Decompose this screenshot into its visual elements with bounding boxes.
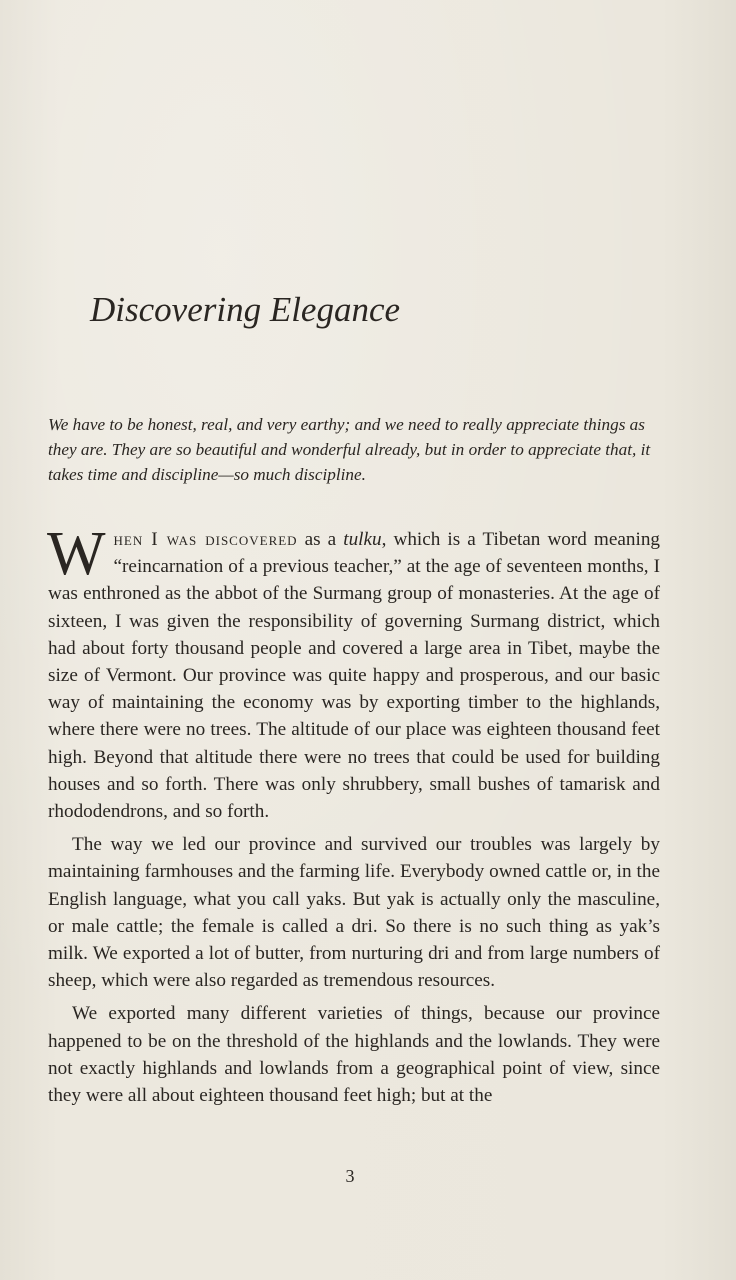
page-number: 3 <box>345 1166 355 1186</box>
paragraph-1-text-b: , which is a Tibetan word meaning “reincarnation of a previous teacher,” at the age of seventeen months, I was enthroned as the abbot of the Surmang group of monasteries. At the age of sixteen, I was given the responsibility of governing Surmang district, which had about forty thousand people and covered a large area in Tibet, maybe the size of Vermont. Our province was quite happy and prosperous, and our basic way of maintaining the economy was by exporting timber to the highlands, where there were no trees. The altitude of our place was eighteen thousand feet high. Beyond that altitude there were no trees that could be used for building houses and so forth. There was only shrubbery, small bushes of tamarisk and rhododendrons, and so forth. <box>48 529 661 823</box>
paragraph-1-text-a: as a <box>297 529 344 550</box>
bleed-through-header <box>46 66 666 96</box>
paragraph-1 <box>47 520 661 825</box>
paragraph-2: The way we led our province and survived our troubles was largely by maintaining farmhouses and the farming life. Everybody owned cattle or, in the English language, what you call yaks. But yak is actually only the masculine, or male cattle; the female is called a dri. So there is no such thing as yak’s milk. We exported a lot of butter, from nurturing dri and from large numbers of sheep, which were also regarded as tremendous resources. <box>48 834 660 992</box>
chapter-title: Discovering Elegance <box>90 290 401 329</box>
epigraph: We have to be honest, real, and very earthy; and we need to really appreciate things as they are. They are so beautiful and wonderful already, but in order to appreciate that, it takes time and discipline—so much discipline. <box>48 415 651 484</box>
italic-term: tulku <box>343 529 382 550</box>
body-text <box>47 520 661 1115</box>
opening-smallcaps: hen I was discovered <box>113 529 298 550</box>
drop-cap: W <box>47 520 106 588</box>
paragraph-3: We exported many different varieties of things, because our province happened to be on the threshold of the highlands and the lowlands. They were not exactly highlands and lowlands from a geographical point of view, since they were all about eighteen thousand feet high; but at the <box>48 1003 660 1107</box>
